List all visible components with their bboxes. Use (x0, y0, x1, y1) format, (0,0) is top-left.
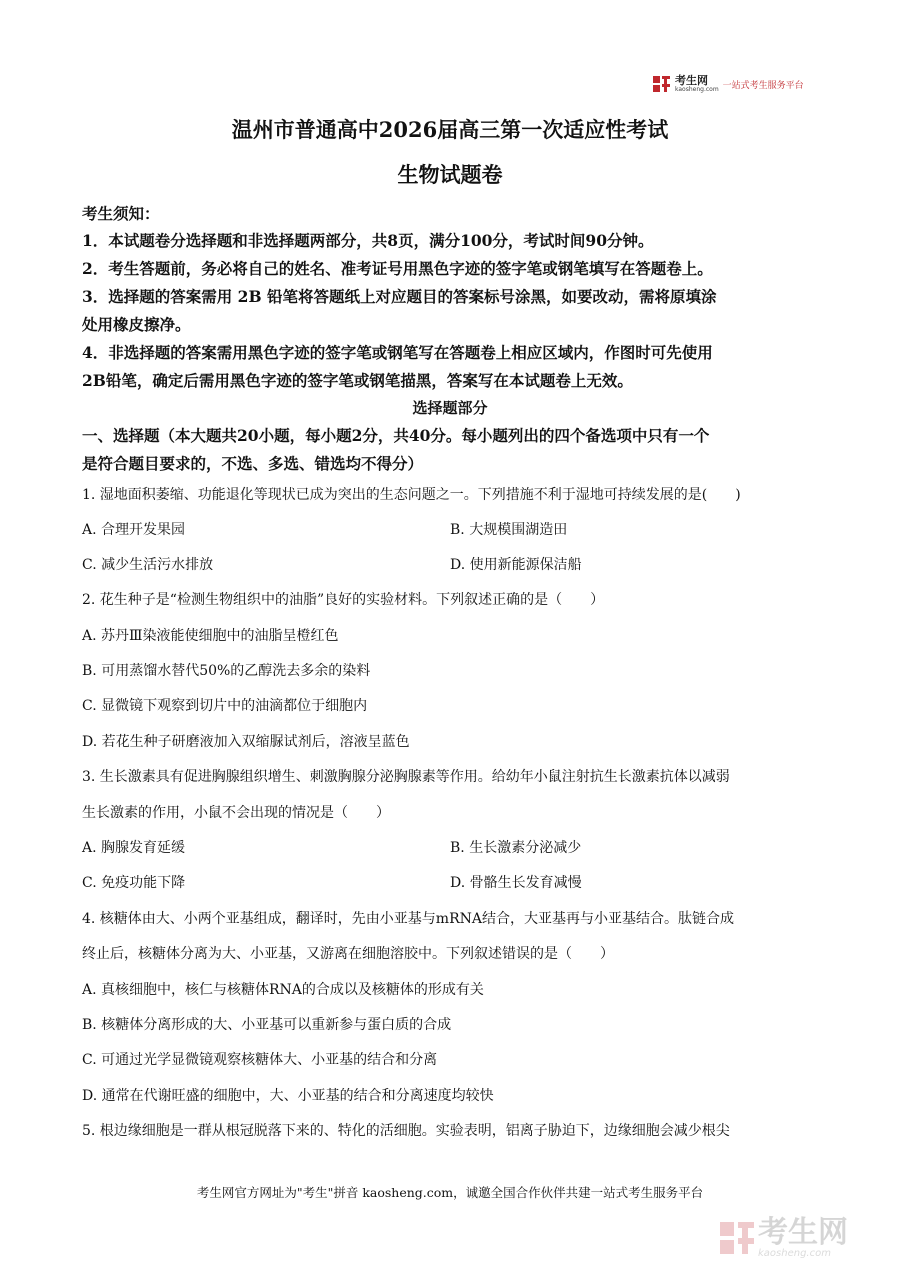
question-4-option-c: C. 可通过光学显微镜观察核糖体大、小亚基的结合和分离 (82, 1052, 438, 1068)
question-2-option-c: C. 显微镜下观察到切片中的油滴都位于细胞内 (82, 698, 368, 714)
watermark-text: 考生网 (758, 1214, 848, 1250)
watermark-text-block (758, 1214, 848, 1259)
section-intro: 一、选择题（本大题共20小题，每小题2分，共40分。每小题列出的四个备选项中只有一个 (82, 426, 710, 445)
header-logo (652, 72, 822, 96)
question-1-option-b: B. 大规模围湖造田 (450, 522, 568, 538)
notice-item: 3．选择题的答案需用 2B 铅笔将答题纸上对应题目的答案标号涂黑，如要改动，需将原填涂 (82, 287, 717, 306)
question-1-stem: 1. 湿地面积萎缩、功能退化等现状已成为突出的生态问题之一。下列措施不利于湿地可持续发展的是( ) (82, 487, 741, 503)
logo-slogan: 一站式考生服务平台 (722, 80, 804, 91)
question-2-option-a: A. 苏丹Ⅲ染液能使细胞中的油脂呈橙红色 (82, 628, 339, 644)
watermark (718, 1215, 878, 1261)
kaosheng-logo-icon (652, 74, 672, 94)
logo-text-block (675, 75, 719, 93)
question-4-option-a: A. 真核细胞中，核仁与核糖体RNA的合成以及核糖体的形成有关 (82, 982, 484, 998)
question-3-option-a: A. 胸腺发育延缓 (82, 840, 186, 856)
watermark-url: kaosheng.com (758, 1247, 831, 1259)
notice-heading: 考生须知： (82, 204, 160, 223)
question-4-stem: 4. 核糖体由大、小两个亚基组成，翻译时，先由小亚基与mRNA结合，大亚基再与小亚基结合。肽链合成 (82, 911, 734, 927)
question-3-option-d: D. 骨骼生长发育减慢 (450, 875, 582, 891)
notice-item: 1．本试题卷分选择题和非选择题两部分，共8页，满分100分，考试时间90分钟。 (82, 231, 654, 250)
page-footer: 考生网官方网址为"考生"拼音 kaosheng.com，诚邀全国合作伙伴共建一站式考生服务平台 (196, 1185, 704, 1200)
notice-item: 4．非选择题的答案需用黑色字迹的签字笔或钢笔写在答题卷上相应区域内，作图时可先使用 (82, 343, 713, 362)
section-title: 选择题部分 (412, 399, 488, 417)
section-intro: 是符合题目要求的，不选、多选、错选均不得分） (82, 454, 424, 473)
exam-subtitle: 生物试题卷 (397, 162, 503, 187)
question-3-stem: 3. 生长激素具有促进胸腺组织增生、刺激胸腺分泌胸腺素等作用。给幼年小鼠注射抗生长激素抗体以减弱 (82, 769, 730, 785)
logo-url: kaosheng.com (675, 86, 719, 93)
question-4-option-d: D. 通常在代谢旺盛的细胞中，大、小亚基的结合和分离速度均较快 (82, 1088, 494, 1104)
logo-brand: 考生网 (675, 74, 708, 87)
exam-title: 温州市普通高中2026届高三第一次适应性考试 (231, 117, 669, 142)
question-3-stem: 生长激素的作用，小鼠不会出现的情况是（ ） (82, 805, 390, 821)
question-1-option-d: D. 使用新能源保洁船 (450, 557, 582, 573)
question-4-option-b: B. 核糖体分离形成的大、小亚基可以重新参与蛋白质的合成 (82, 1017, 452, 1033)
question-3-option-b: B. 生长激素分泌减少 (450, 840, 582, 856)
question-3-option-c: C. 免疫功能下降 (82, 875, 186, 891)
question-2-option-b: B. 可用蒸馏水替代50%的乙醇洗去多余的染料 (82, 663, 371, 679)
question-2-stem: 2. 花生种子是“检测生物组织中的油脂”良好的实验材料。下列叙述正确的是（ ） (82, 592, 605, 608)
question-1-option-a: A. 合理开发果园 (82, 522, 186, 538)
question-2-option-d: D. 若花生种子研磨液加入双缩脲试剂后，溶液呈蓝色 (82, 734, 410, 750)
notice-item: 2．考生答题前，务必将自己的姓名、准考证号用黑色字迹的签字笔或钢笔填写在答题卷上。 (82, 259, 713, 278)
question-1-option-c: C. 减少生活污水排放 (82, 557, 214, 573)
watermark-logo-icon (718, 1218, 758, 1258)
question-4-stem: 终止后，核糖体分离为大、小亚基，又游离在细胞溶胶中。下列叙述错误的是（ ） (82, 946, 614, 962)
notice-item: 处用橡皮擦净。 (82, 315, 191, 334)
notice-item: 2B铅笔，确定后需用黑色字迹的签字笔或钢笔描黑，答案写在本试题卷上无效。 (82, 371, 633, 390)
question-5-stem: 5. 根边缘细胞是一群从根冠脱落下来的、特化的活细胞。实验表明，铝离子胁迫下，边缘细胞会减少根尖 (82, 1123, 730, 1139)
